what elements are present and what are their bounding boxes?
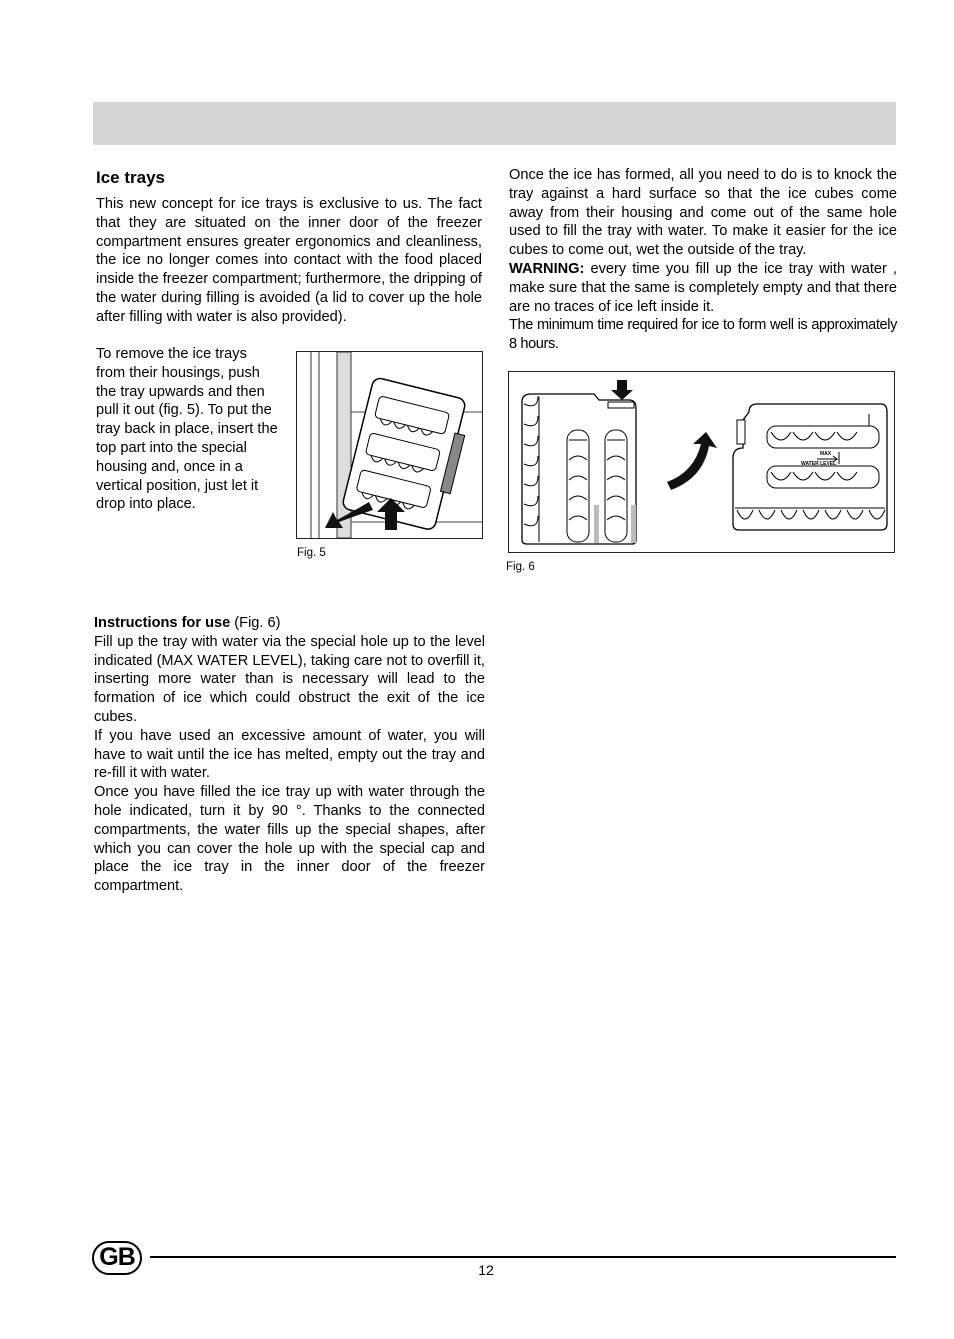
max-label: MAX xyxy=(820,451,832,457)
remove-instructions: To remove the ice trays from their housings, push the tray upwards and then pull it out (fig. 5). To put the tray back in place, insert the top part into the special housing and, once in a vertical position, just let it drop into place. xyxy=(96,346,278,513)
water-level-label: WATER LEVEL xyxy=(801,461,837,467)
fig6-caption: Fig. 6 xyxy=(506,561,535,573)
warning-label: WARNING: xyxy=(509,260,585,277)
section-title: Ice trays xyxy=(96,168,165,187)
right-column-text xyxy=(509,166,897,354)
page-number: 12 xyxy=(478,1262,494,1278)
instructions-para-2: If you have used an excessive amount of water, you will have to wait until the ice has melted, empty out the tray and re-fill it with water. xyxy=(94,727,485,782)
header-bar xyxy=(93,102,896,145)
instructions-para-3: Once you have filled the ice tray up with water through the hole indicated, turn it by 90 °. Thanks to the connected compartments, the water fills up the special shapes, after which you can cover the hole up with the special cap and place the ice tray in the inner door of the freezer compartment. xyxy=(94,784,485,895)
fig5-drawing xyxy=(297,352,482,538)
fig5-caption: Fig. 5 xyxy=(297,547,326,559)
knock-tray-paragraph: Once the ice has formed, all you need to do is to knock the tray against a hard surface so that the ice cubes come away from their housing and come out of the same hole used to fill the tray with water. To make it easier for the ice cubes to come out, wet the outside of the tray. xyxy=(509,167,897,259)
fig5-illustration xyxy=(296,351,483,539)
country-badge: GB xyxy=(92,1241,142,1275)
instructions-section xyxy=(94,614,485,896)
intro-paragraph: This new concept for ice trays is exclusive to us. The fact that they are situated on the inner door of the freezer compartment ensures greater ergonomics and cleanliness, the ice no longer comes into contact with the food placed inside the freezer compartment; furthermore, the dripping of the water during filling is avoided (a lid to cover up the hole after filling with water is also provided). xyxy=(96,196,482,325)
fig6-drawing xyxy=(509,372,894,552)
freeze-time-paragraph: The minimum time required for ice to form well is approximately 8 hours. xyxy=(509,317,897,353)
footer-rule xyxy=(150,1256,896,1258)
fig6-illustration xyxy=(508,371,895,553)
warning-paragraph xyxy=(509,260,897,316)
instructions-para-1: Fill up the tray with water via the special hole up to the level indicated (MAX WATER LEVEL), taking care not to overfill it, inserting more water than is necessary will lead to the formation of ice which could obstruct the exit of the ice cubes. xyxy=(94,633,485,725)
warning-text: every time you fill up the ice tray with water , make sure that the same is completely empty and that there are no traces of ice left inside it. xyxy=(509,260,897,315)
instructions-heading: Instructions for use (Fig. 6) xyxy=(94,615,281,631)
